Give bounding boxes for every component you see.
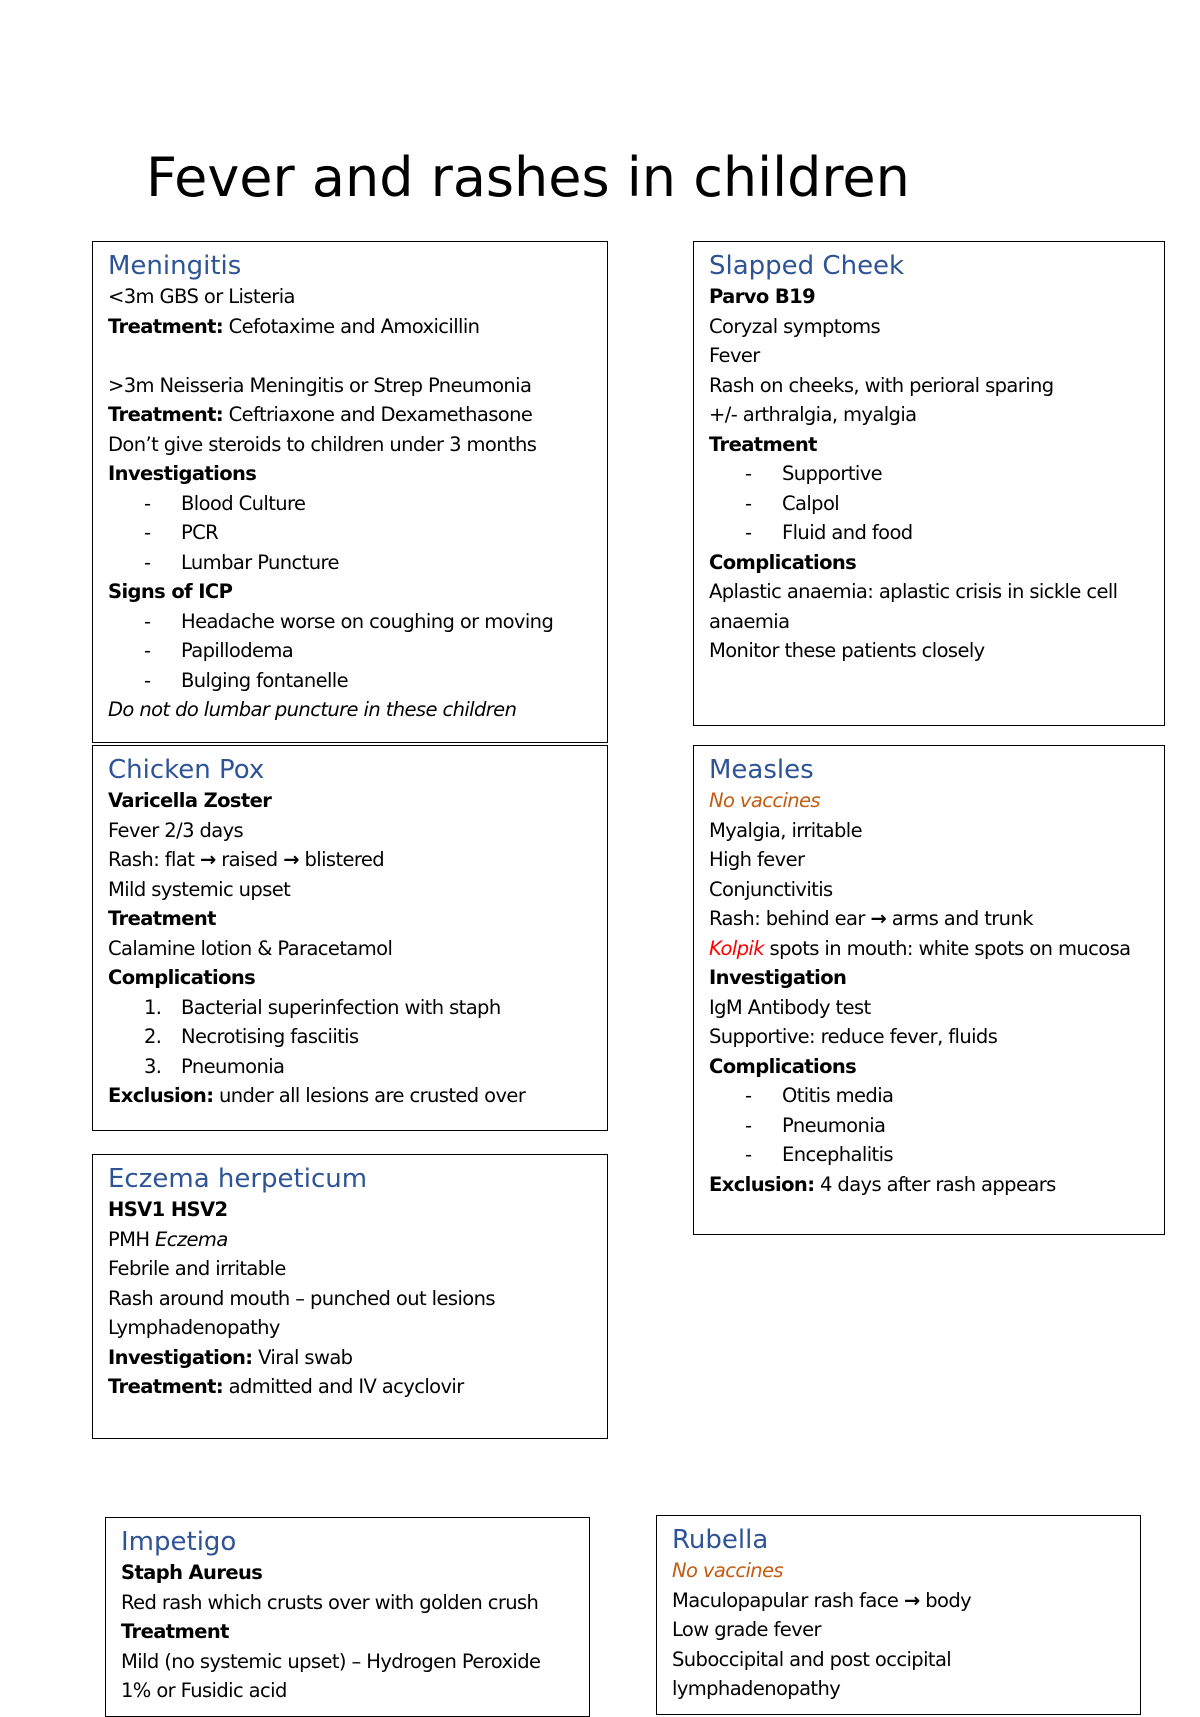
symptom: Myalgia, irritable: [709, 818, 862, 842]
investigation-label: Investigation: [709, 966, 847, 989]
no-vaccines-note: No vaccines: [709, 789, 820, 812]
no-vaccines-note: No vaccines: [672, 1559, 783, 1582]
exclusion: Exclusion: 4 days after rash appears: [709, 1172, 1056, 1196]
symptom: Mild systemic upset: [108, 877, 291, 901]
treatment-text: 1% or Fusidic acid: [121, 1679, 287, 1702]
rubella-heading: Rubella: [672, 1525, 769, 1555]
symptom: Rash around mouth – punched out lesions: [108, 1286, 495, 1310]
meningitis-over3m: >3m Neisseria Meningitis or Strep Pneumonia: [108, 373, 532, 397]
symptom: Conjunctivitis: [709, 877, 833, 901]
measles-heading: Measles: [709, 755, 814, 785]
symptom: Coryzal symptoms: [709, 314, 881, 338]
investigations-label: Investigations: [108, 462, 257, 485]
chicken-pox-box: [92, 745, 608, 1131]
arrow-icon: →: [283, 848, 299, 871]
slapped-cheek-box: [693, 241, 1165, 726]
rubella-box: [656, 1515, 1141, 1715]
pmh-line: PMH Eczema: [108, 1227, 228, 1251]
symptom: lymphadenopathy: [672, 1677, 841, 1700]
complications-label: Complications: [108, 966, 256, 989]
symptom: Fever: [709, 344, 760, 367]
treatment-label: Treatment: [709, 432, 817, 456]
meningitis-box: [92, 241, 608, 743]
symptom: Rash on cheeks, with perioral sparing: [709, 373, 1054, 397]
list-item: - Pneumonia: [745, 1113, 886, 1137]
list-item: - Otitis media: [745, 1084, 894, 1107]
rash-progression: Rash: behind ear → arms and trunk: [709, 907, 1033, 930]
arrow-icon: →: [199, 848, 216, 871]
symptom: Febrile and irritable: [108, 1257, 286, 1280]
complication-text: Aplastic anaemia: aplastic crisis in sickle cell anaemia: [709, 580, 1118, 633]
list-item: 2. Necrotising fasciitis: [144, 1025, 359, 1048]
cause: Staph Aureus: [121, 1561, 263, 1584]
cause: Varicella Zoster: [108, 789, 272, 812]
treatment-text: Calamine lotion & Paracetamol: [108, 936, 393, 960]
complications-label: Complications: [709, 1054, 857, 1078]
icp-label: Signs of ICP: [108, 580, 233, 603]
exclusion: Exclusion: under all lesions are crusted over: [108, 1084, 526, 1107]
meningitis-steroid-note: Don’t give steroids to children under 3 months: [108, 432, 537, 456]
list-item: - Papillodema: [144, 639, 294, 662]
treatment-label: Treatment:: [108, 314, 224, 338]
symptom: Low grade fever: [672, 1618, 821, 1641]
meningitis-treatment-2: [108, 400, 593, 430]
investigation-text: IgM Antibody test: [709, 995, 871, 1019]
treatment-value: Ceftriaxone and Dexamethasone: [223, 403, 533, 426]
list-item: 3. Pneumonia: [144, 1054, 285, 1078]
list-item: - PCR: [144, 521, 219, 544]
treatment-label: Treatment:: [108, 403, 224, 426]
measles-box: [693, 745, 1165, 1235]
eczema-herpeticum-heading: Eczema herpeticum: [108, 1164, 368, 1194]
meningitis-treatment-1: [108, 312, 593, 342]
cause: HSV1 HSV2: [108, 1198, 228, 1221]
symptom: +/- arthralgia, myalgia: [709, 403, 917, 426]
kolpik-line: Kolpik spots in mouth: white spots on mucosa: [709, 936, 1131, 960]
symptom: Red rash which crusts over with golden crush: [121, 1590, 539, 1614]
list-item: - Supportive: [745, 462, 883, 485]
lumbar-puncture-note: Do not do lumbar puncture in these children: [108, 698, 517, 721]
eczema-herpeticum-box: [92, 1154, 608, 1439]
symptom: Lymphadenopathy: [108, 1316, 280, 1339]
impetigo-box: [105, 1517, 590, 1717]
treatment-label: Treatment: [108, 907, 216, 930]
investigation: Investigation: Viral swab: [108, 1345, 353, 1369]
treatment-text: Mild (no systemic upset) – Hydrogen Peroxide: [121, 1649, 541, 1673]
list-item: 1. Bacterial superinfection with staph: [144, 995, 501, 1019]
supportive-text: Supportive: reduce fever, fluids: [709, 1025, 998, 1048]
list-item: - Fluid and food: [745, 521, 913, 544]
list-item: - Headache worse on coughing or moving: [144, 609, 554, 633]
symptom: High fever: [709, 848, 805, 871]
symptom: Fever 2/3 days: [108, 818, 244, 842]
kolpik-term: Kolpik: [709, 936, 764, 960]
rash-progression: Rash: flat → raised → blistered: [108, 848, 385, 871]
arrow-icon: →: [870, 907, 887, 930]
rash-progression: Maculopapular rash face → body: [672, 1588, 972, 1612]
meningitis-under3m: <3m GBS or Listeria: [108, 285, 295, 308]
slapped-cheek-heading: Slapped Cheek: [709, 251, 905, 281]
cause: Parvo B19: [709, 285, 816, 308]
list-item: - Lumbar Puncture: [144, 550, 339, 574]
impetigo-heading: Impetigo: [121, 1527, 237, 1557]
list-item: - Blood Culture: [144, 491, 306, 515]
list-item: - Calpol: [745, 491, 840, 515]
chicken-pox-heading: Chicken Pox: [108, 755, 265, 785]
treatment-value: Cefotaxime and Amoxicillin: [223, 314, 480, 338]
arrow-icon: →: [903, 1588, 920, 1612]
monitor-note: Monitor these patients closely: [709, 639, 985, 662]
complications-label: Complications: [709, 550, 857, 574]
page-title: Fever and rashes in children: [146, 146, 910, 209]
symptom: Suboccipital and post occipital: [672, 1647, 952, 1671]
list-item: - Encephalitis: [745, 1143, 893, 1166]
treatment: Treatment: admitted and IV acyclovir: [108, 1375, 464, 1398]
list-item: - Bulging fontanelle: [144, 668, 349, 692]
treatment-label: Treatment: [121, 1620, 229, 1643]
meningitis-heading: Meningitis: [108, 251, 242, 281]
